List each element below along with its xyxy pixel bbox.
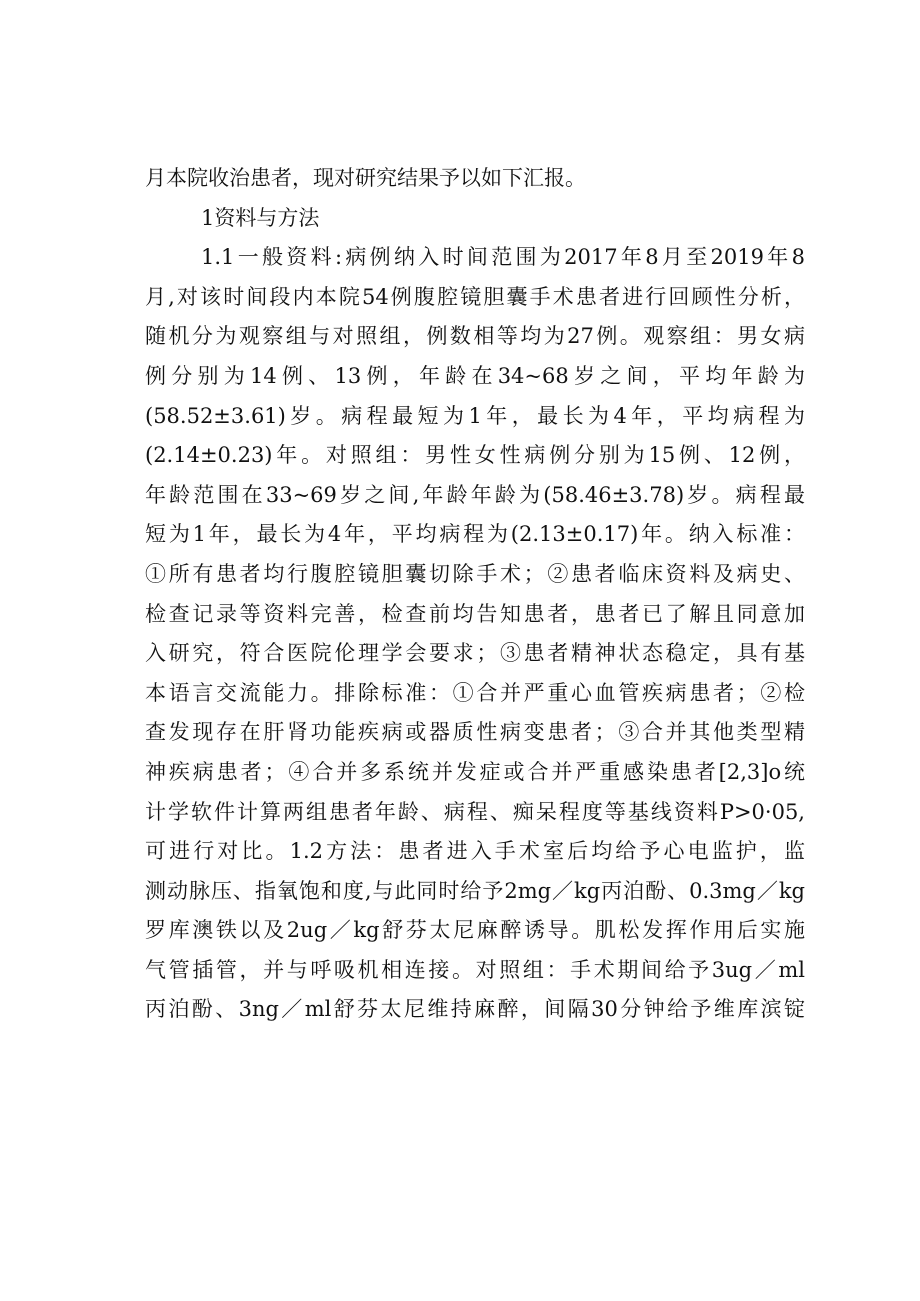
text-line: 丙泊酚、3ng／ml舒芬太尼维持麻醉，间隔30分钟给予维库滨锭 <box>145 997 805 1022</box>
text-line: (2.14±0.23)年。对照组：男性女性病例分别为15例、12例， <box>145 443 805 468</box>
text-line: 测动脉压、指氧饱和度,与此同时给予2mg／kg丙泊酚、0.3mg／kg <box>145 878 805 903</box>
text-line: 年龄范围在33~69岁之间,年龄年龄为(58.46±3.78)岁。病程最 <box>145 482 805 507</box>
text-line: 检查记录等资料完善，检查前均告知患者，患者已了解且同意加 <box>145 601 805 626</box>
text-line: 查发现存在肝肾功能疾病或器质性病变患者；③合并其他类型精 <box>145 720 805 745</box>
text-line: 入研究，符合医院伦理学会要求；③患者精神状态稳定，具有基 <box>145 641 805 666</box>
text-line: 随机分为观察组与对照组，例数相等均为27例。观察组：男女病 <box>145 324 805 349</box>
body-text <box>145 159 805 1030</box>
text-line: 例分别为14例、13例，年龄在34~68岁之间，平均年龄为 <box>145 363 805 388</box>
text-line: 可进行对比。1.2方法：患者进入手术室后均给予心电监护，监 <box>145 839 805 864</box>
text-line: 本语言交流能力。排除标准：①合并严重心血管疾病患者；②检 <box>145 680 805 705</box>
text-line: 气管插管，并与呼吸机相连接。对照组：手术期间给予3ug／ml <box>145 957 805 982</box>
text-line: 1.1一般资料:病例纳入时间范围为2017年8月至2019年8 <box>201 245 805 270</box>
text-line: ①所有患者均行腹腔镜胆囊切除手术；②患者临床资料及病史、 <box>145 561 805 586</box>
text-line: 计学软件计算两组患者年龄、病程、痴呆程度等基线资料P>0·05, <box>145 799 805 824</box>
text-line: 月本院收治患者，现对研究结果予以如下汇报。 <box>145 166 586 190</box>
section-heading: 1资料与方法 <box>201 205 320 230</box>
text-line: 神疾病患者；④合并多系统并发症或合并严重感染患者[2,3]o统 <box>145 759 805 784</box>
text-line: 短为1年，最长为4年，平均病程为(2.13±0.17)年。纳入标准： <box>145 522 805 547</box>
text-line: (58.52±3.61)岁。病程最短为1年，最长为4年，平均病程为 <box>145 403 805 428</box>
text-line: 罗库澳铁以及2ug／kg舒芬太尼麻醉诱导。肌松发挥作用后实施 <box>145 918 805 943</box>
text-line: 月,对该时间段内本院54例腹腔镜胆囊手术患者进行回顾性分析， <box>145 284 805 309</box>
